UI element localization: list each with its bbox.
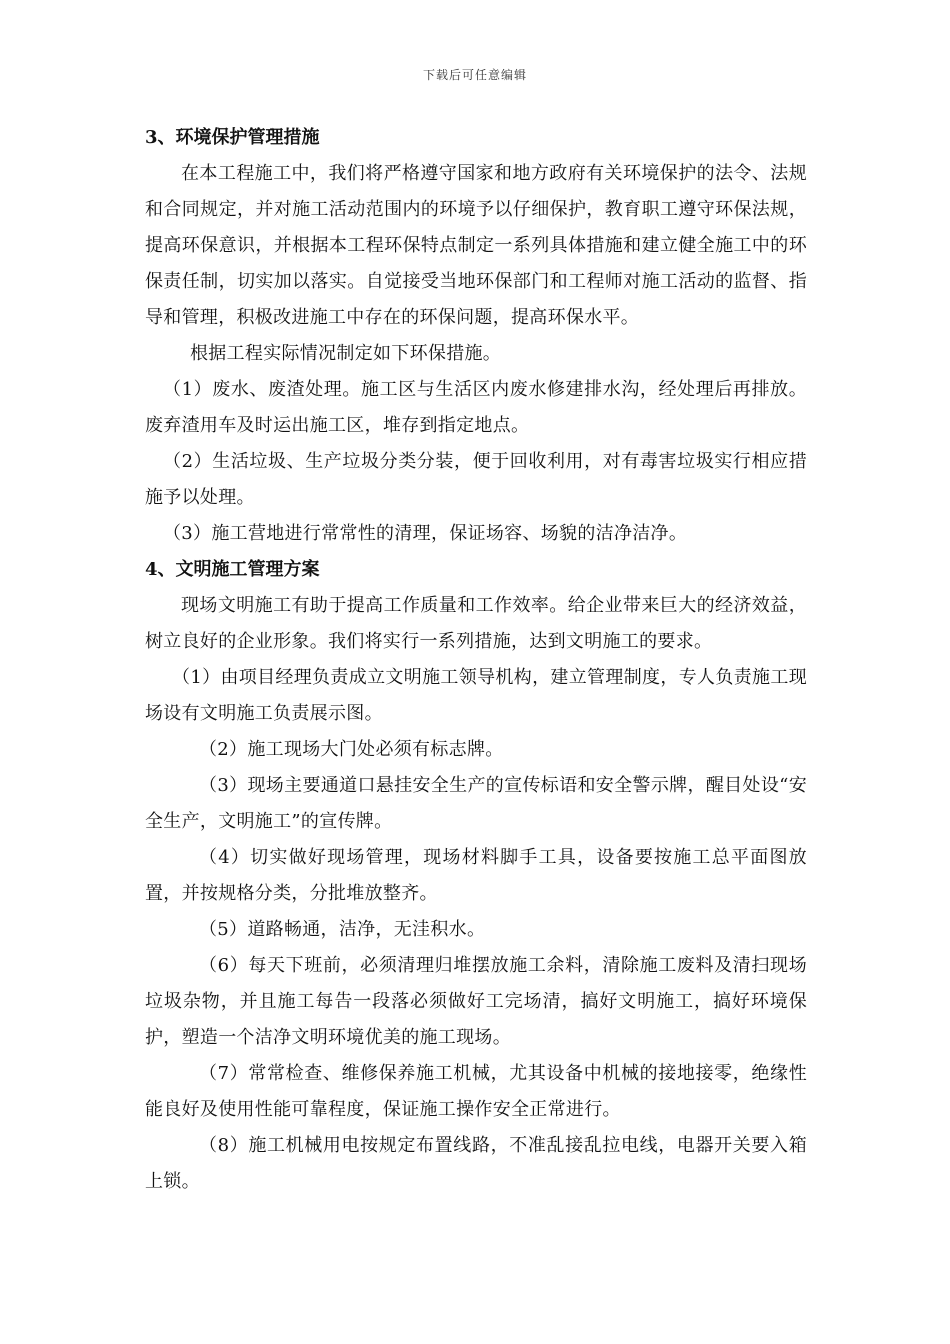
section-4-item-1: （1）由项目经理负责成立文明施工领导机构，建立管理制度，专人负责施工现场设有文明施工负责展示图。 — [145, 667, 807, 724]
section-3-item-2: （2）生活垃圾、生产垃圾分类分装，便于回收利用，对有毒害垃圾实行相应措施予以处理。 — [145, 451, 807, 508]
section-4-item-3: （3）现场主要通道口悬挂安全生产的宣传标语和安全警示牌，醒目处设“安全生产，文明施工”的宣传牌。 — [145, 775, 807, 832]
section-4-item-4: （4）切实做好现场管理，现场材料脚手工具，设备要按施工总平面图放置，并按规格分类，分批堆放整齐。 — [145, 847, 807, 904]
section-4-item-5: （5）道路畅通，洁净，无洼积水。 — [199, 919, 486, 940]
section-3-intro: 在本工程施工中，我们将严格遵守国家和地方政府有关环境保护的法令、法规和合同规定，并对施工活动范围内的环境予以仔细保护，教育职工遵守环保法规，提高环保意识，并根据本工程环保特点制定一系列具体措施和建立健全施工中的环保责任制，切实加以落实。自觉接受当地环保部门和工程师对施工活动的监督、指导和管理，积极改进施工中存在的环保问题，提高环保水平。 — [145, 163, 807, 328]
section-4-item-8: （8）施工机械用电按规定布置线路，不准乱接乱拉电线，电器开关要入箱上锁。 — [145, 1135, 807, 1192]
section-4-title: 4、文明施工管理方案 — [145, 559, 320, 580]
header-watermark: 下载后可任意编辑 — [422, 68, 527, 82]
section-3-lead: 根据工程实际情况制定如下环保措施。 — [190, 343, 502, 364]
section-3-title: 3、环境保护管理措施 — [145, 127, 320, 148]
section-4-item-7: （7）常常检查、维修保养施工机械，尤其设备中机械的接地接零，绝缘性能良好及使用性能可靠程度，保证施工操作安全正常进行。 — [145, 1063, 807, 1120]
section-3-item-1: （1）废水、废渣处理。施工区与生活区内废水修建排水沟，经处理后再排放。废弃渣用车及时运出施工区，堆存到指定地点。 — [145, 379, 807, 436]
section-4-item-6: （6）每天下班前，必须清理归堆摆放施工余料，清除施工废料及清扫现场垃圾杂物，并且施工每告一段落必须做好工完场清，搞好文明施工，搞好环境保护，塑造一个洁净文明环境优美的施工现场。 — [145, 955, 807, 1048]
document-body — [145, 120, 807, 1200]
section-3-item-3: （3）施工营地进行常常性的清理，保证场容、场貌的洁净洁净。 — [163, 523, 688, 544]
section-4-intro: 现场文明施工有助于提高工作质量和工作效率。给企业带来巨大的经济效益，树立良好的企业形象。我们将实行一系列措施，达到文明施工的要求。 — [145, 595, 807, 652]
section-4-item-2: （2）施工现场大门处必须有标志牌。 — [199, 739, 504, 760]
